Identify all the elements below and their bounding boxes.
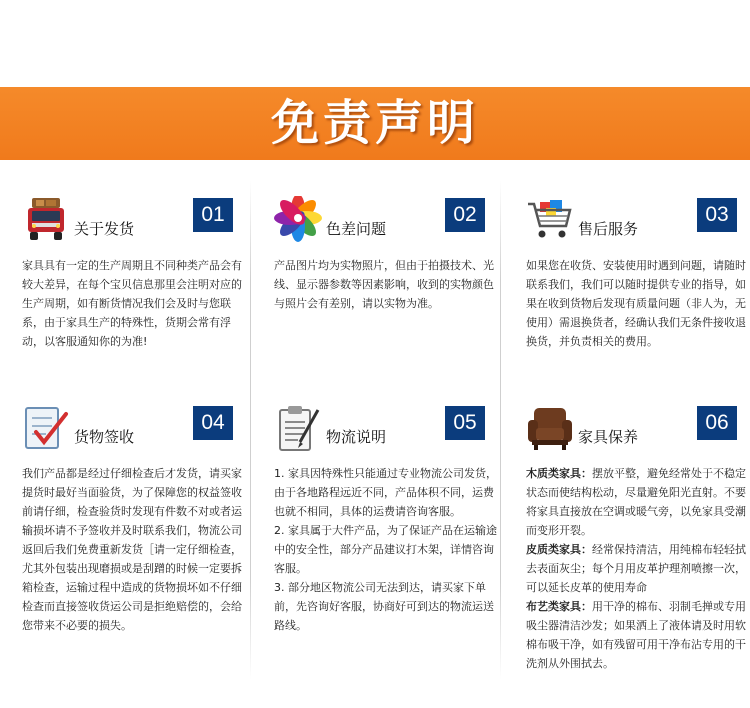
card-number-badge: 05 — [445, 406, 485, 440]
column-divider — [250, 180, 251, 680]
color-wheel-icon — [274, 196, 322, 244]
card-title: 售后服务 — [578, 220, 639, 238]
card-number-badge: 01 — [193, 198, 233, 232]
clipboard-pen-icon — [274, 404, 322, 452]
logistics-item: 1. 家具因特殊性只能通过专业物流公司发货，由于各地路程远近不同，产品体积不同，运费也就不相同，具体的运费请咨询客服。 — [274, 467, 497, 518]
checklist-icon — [22, 404, 70, 452]
card-text: 家具具有一定的生产周期且不同种类产品会有较大差异，在每个宝贝信息那里会注明对应的生产周期，如有断货情况我们会及时与您联系，由于家具生产的特殊性，货期会常有浮动，以客服通知你的为准! — [22, 259, 242, 348]
page-title: 免责声明 — [270, 95, 479, 151]
card-text: 如果您在收货、安装使用时遇到问题，请随时联系我们，我们可以随时提供专业的指导，如果在收到货物后发现有质量问题（非人为，无使用）需退换货者，经确认我们无条件接收退换货，并负责相关的费用。 — [526, 259, 746, 348]
care-item-wood: 木质类家具：摆放平整，避免经常处于不稳定状态而使结构松动，尽量避免阳光直射。不要将家具直接放在空调或暖气旁，以免家具受潮而变形开裂。 — [526, 467, 746, 537]
logistics-item: 3. 部分地区物流公司无法到达，请买家下单前，先咨询好客服，协商好可到达的物流运送路线。 — [274, 581, 494, 632]
card-text — [526, 464, 750, 673]
card-furniture-care — [526, 404, 750, 673]
care-item-fabric: 布艺类家具：用干净的棉布、羽制毛掸或专用吸尘器清洁沙发；如果洒上了液体请及时用软棉布吸干净，如有残留可用干净布沾专用的干洗剂从外围拭去。 — [526, 600, 746, 670]
truck-icon — [22, 196, 70, 244]
card-title: 关于发货 — [74, 220, 135, 238]
card-number-badge: 03 — [697, 198, 737, 232]
card-title: 物流说明 — [326, 428, 387, 446]
card-number-badge: 02 — [445, 198, 485, 232]
card-text: 我们产品都是经过仔细检查后才发货，请买家提货时最好当面验货，为了保障您的权益签收前请仔细，检查验货时发现有件数不对或者运输损坏请不予签收并及时联系我们，物流公司返回后我们免费重新发货［请一定仔细检查，尤其外包装出现磨损或是刮蹭的时候一定要拆箱检查，运输过程中造成的货物损坏如不仔细检查而直接签收货运公司是拒绝赔偿的，会给您带来不必要的损失。 — [22, 467, 242, 632]
card-title: 色差问题 — [326, 220, 387, 238]
armchair-icon — [526, 404, 574, 452]
card-title: 家具保养 — [578, 428, 639, 446]
card-color-difference — [274, 196, 499, 313]
header-banner — [0, 87, 750, 160]
card-shipping — [22, 196, 247, 351]
logistics-item: 2. 家具属于大件产品，为了保证产品在运输途中的安全性，部分产品建议打木架，详情咨询客服。 — [274, 524, 497, 575]
shopping-cart-icon — [526, 196, 574, 244]
care-item-leather: 皮质类家具：经常保持清洁，用纯棉布轻轻拭去表面灰尘；每个月用皮革护理剂喷擦一次，可以延长皮革的使用寿命 — [526, 543, 746, 594]
card-number-badge: 06 — [697, 406, 737, 440]
card-logistics — [274, 404, 499, 635]
card-after-sales — [526, 196, 750, 351]
card-number-badge: 04 — [193, 406, 233, 440]
card-text: 产品图片均为实物照片，但由于拍摄技术、光线、显示器参数等因素影响，收到的实物颜色与照片会有差别，请以实物为准。 — [274, 259, 494, 310]
column-divider — [500, 180, 501, 680]
card-receipt — [22, 404, 247, 635]
card-text — [274, 464, 499, 635]
card-title: 货物签收 — [74, 428, 135, 446]
